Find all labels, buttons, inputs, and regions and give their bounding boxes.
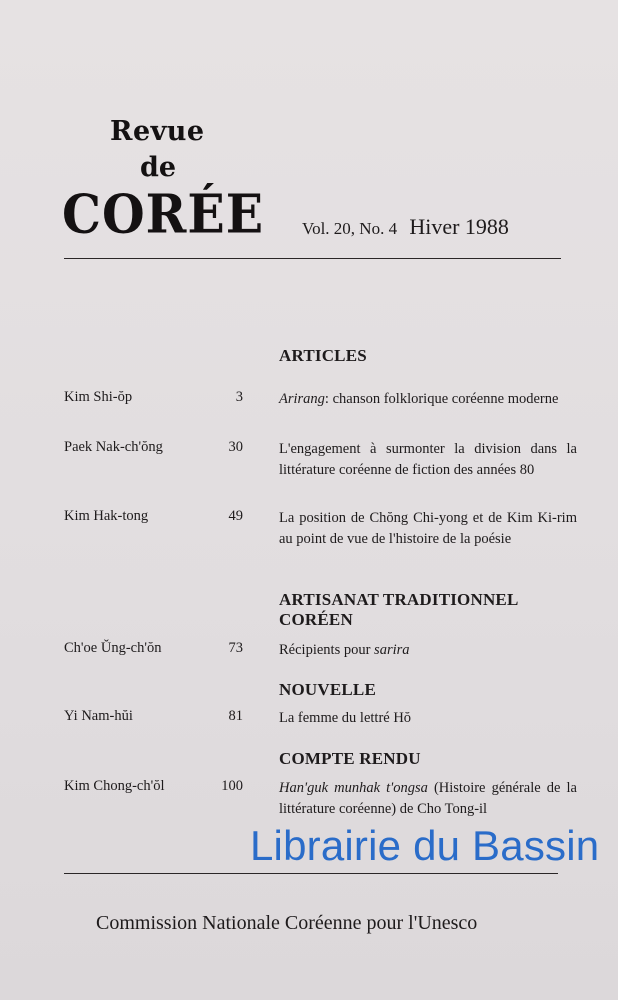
toc-title-italic: Arirang — [279, 391, 325, 407]
toc-title-text: La position de Chŏng Chi-yong et de Kim Ki-rim au point de vue de l'histoire de la poésie — [279, 510, 577, 547]
toc-title-italic: sarira — [374, 642, 410, 658]
toc-author: Kim Chong-ch'ŏl — [64, 778, 165, 794]
section-heading-line1: ARTISANAT TRADITIONNEL — [279, 590, 519, 609]
top-rule — [64, 258, 561, 259]
section-heading-compte-rendu: COMPTE RENDU — [279, 749, 421, 768]
logo-line-de: de — [140, 152, 177, 183]
toc-author: Yi Nam-hŭi — [64, 708, 133, 724]
publisher-line: Commission Nationale Coréenne pour l'Unesco — [96, 912, 478, 934]
toc-page-number: 49 — [228, 508, 243, 524]
issue-info — [302, 214, 509, 240]
toc-author: Paek Nak-ch'ŏng — [64, 439, 163, 455]
section-heading-nouvelle: NOUVELLE — [279, 680, 377, 699]
bookseller-watermark: Librairie du Bassin — [250, 822, 600, 869]
toc-page-number: 73 — [228, 640, 243, 656]
toc-title — [279, 439, 577, 480]
issue-volume: Vol. 20, No. 4 — [302, 219, 398, 238]
logo-line-coree: CORÉE — [62, 182, 265, 246]
section-heading-artisanat — [279, 590, 519, 630]
issue-season: Hiver 1988 — [409, 214, 509, 239]
toc-title — [279, 640, 577, 661]
toc-author: Ch'oe Ŭng-ch'ŏn — [64, 640, 162, 656]
toc-title — [279, 508, 577, 549]
toc-author: Kim Shi-ŏp — [64, 389, 133, 405]
section-heading-line2: CORÉEN — [279, 610, 353, 629]
toc-title-text: L'engagement à surmonter la division dans la littérature coréenne de fiction des années 80 — [279, 441, 577, 478]
toc-title-text: Récipients pour — [279, 642, 375, 658]
logo-line-revue: Revue — [110, 116, 205, 147]
toc-title — [279, 778, 577, 819]
toc-page-number: 100 — [221, 778, 243, 794]
toc-title-text: La femme du lettré Hŏ — [279, 710, 412, 726]
toc-title-text: : chanson folklorique coréenne moderne — [324, 391, 559, 407]
toc-page-number: 30 — [228, 439, 243, 455]
bottom-rule — [64, 873, 558, 874]
toc-title-italic: Han'guk munhak t'ongsa — [279, 780, 428, 796]
section-heading-articles: ARTICLES — [279, 346, 367, 365]
toc-title — [279, 708, 577, 729]
toc-title — [279, 389, 577, 410]
toc-title-text: (Histoire générale de la littérature coréenne) de Cho Tong-il — [279, 780, 577, 817]
toc-page-number: 81 — [228, 708, 243, 724]
toc-page-number: 3 — [235, 389, 243, 405]
toc-author: Kim Hak-tong — [64, 508, 149, 524]
